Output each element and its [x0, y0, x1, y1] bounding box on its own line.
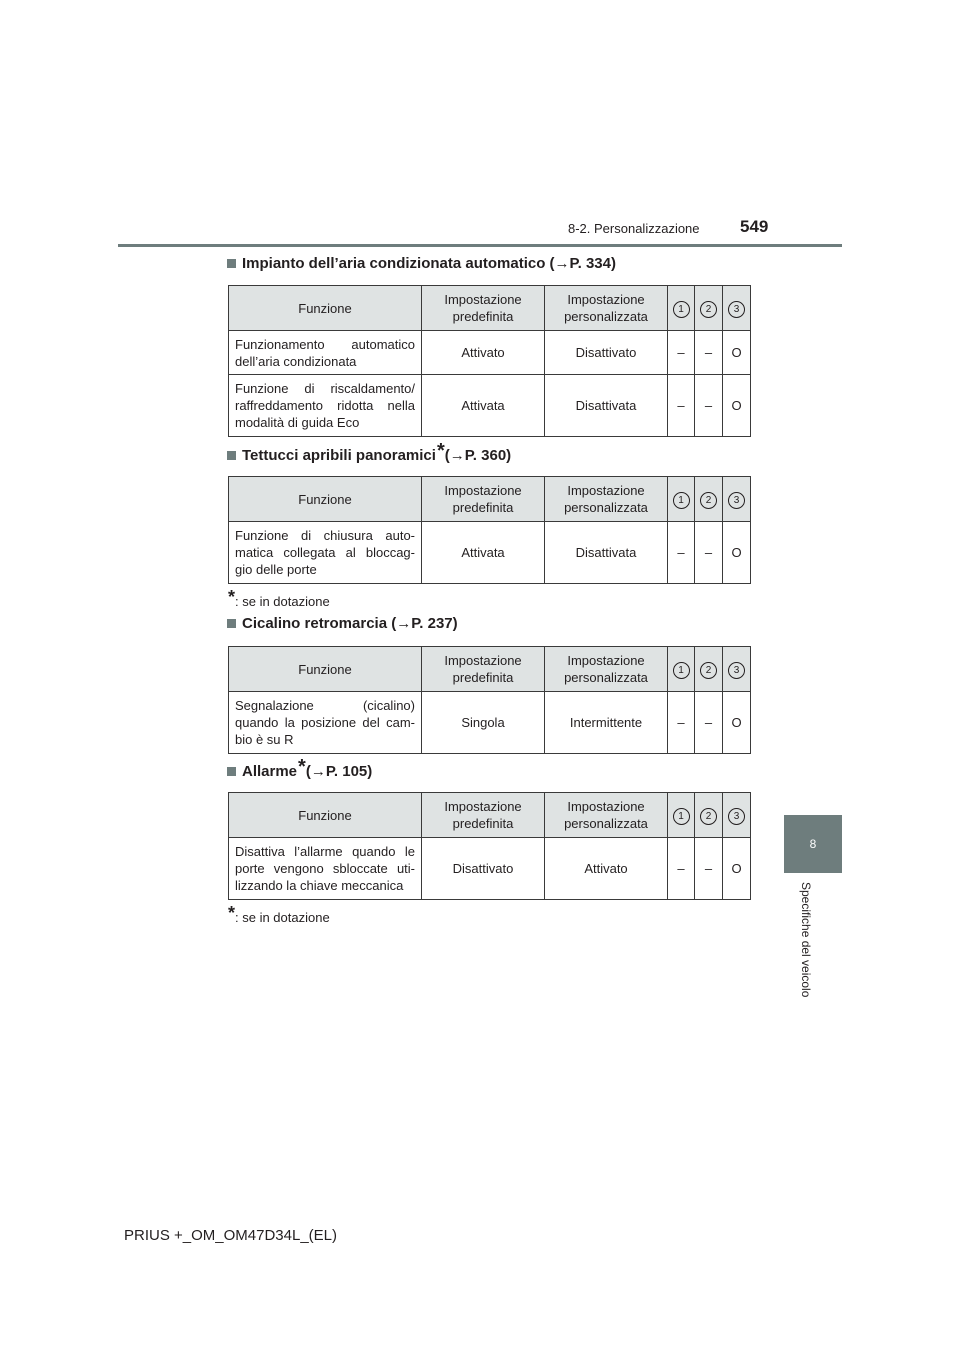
header-default: Impostazione predefinita — [422, 477, 545, 522]
custom-cell: Disattivata — [545, 522, 668, 584]
section-heading-text: Allarme — [242, 763, 298, 780]
asterisk-icon: * — [436, 440, 445, 462]
settings-table-reverse-buzzer — [228, 646, 751, 754]
header-col-3 — [723, 286, 751, 331]
col1-cell: – — [668, 331, 695, 375]
table-header-row — [229, 286, 751, 331]
asterisk-icon: * — [228, 903, 236, 923]
header-funzione: Funzione — [229, 647, 422, 692]
section-heading-text: Tettucci apribili panoramici — [242, 447, 436, 464]
section-heading-text: Cicalino retromarcia (→P. 237) — [242, 615, 458, 632]
circled-2-icon: 2 — [700, 808, 717, 825]
section-heading-sunroof — [227, 440, 512, 467]
col1-cell: – — [668, 375, 695, 437]
header-default: Impostazione predefinita — [422, 793, 545, 838]
header-funzione: Funzione — [229, 793, 422, 838]
col3-cell: O — [723, 375, 751, 437]
function-cell: Funzione di riscaldamento/ raffreddamento ridotta nella modalità di guida Eco — [229, 375, 422, 437]
chapter-label: Specifiche del veicolo — [799, 882, 813, 998]
section-heading-alarm — [227, 756, 373, 783]
section-heading-ref: (→P. 360) — [444, 447, 512, 464]
header-custom: Impostazione personalizzata — [545, 793, 668, 838]
asterisk-icon: * — [298, 756, 306, 778]
col3-cell: O — [723, 838, 751, 900]
circled-2-icon: 2 — [700, 492, 717, 509]
circled-1-icon: 1 — [673, 301, 690, 318]
circled-2-icon: 2 — [700, 301, 717, 318]
header-default: Impostazione predefinita — [422, 647, 545, 692]
col1-cell: – — [668, 522, 695, 584]
default-cell: Singola — [422, 692, 545, 754]
document-code: PRIUS +_OM_OM47D34L_(EL) — [124, 1227, 338, 1244]
header-col-1 — [668, 477, 695, 522]
header-col-3 — [723, 477, 751, 522]
col3-cell: O — [723, 522, 751, 584]
col2-cell: – — [695, 838, 723, 900]
header-col-1 — [668, 286, 695, 331]
footnote-text: : se in dotazione — [235, 910, 330, 925]
footnote — [228, 903, 330, 927]
col1-cell: – — [668, 692, 695, 754]
default-cell: Attivata — [422, 522, 545, 584]
circled-1-icon: 1 — [673, 662, 690, 679]
circled-3-icon: 3 — [728, 808, 745, 825]
circled-3-icon: 3 — [728, 662, 745, 679]
header-col-1 — [668, 793, 695, 838]
page-number: 549 — [740, 217, 769, 236]
circled-3-icon: 3 — [728, 492, 745, 509]
header-col-3 — [723, 647, 751, 692]
custom-cell: Disattivato — [545, 331, 668, 375]
table-header-row — [229, 793, 751, 838]
section-heading-aircon — [227, 255, 616, 272]
header-funzione: Funzione — [229, 286, 422, 331]
chapter-number: 8 — [809, 837, 817, 851]
footnote — [228, 587, 330, 611]
circled-1-icon: 1 — [673, 808, 690, 825]
asterisk-icon: * — [228, 587, 236, 607]
custom-cell: Disattivata — [545, 375, 668, 437]
table-row — [229, 331, 751, 375]
default-cell: Disattivato — [422, 838, 545, 900]
col2-cell: – — [695, 522, 723, 584]
header-col-3 — [723, 793, 751, 838]
circled-1-icon: 1 — [673, 492, 690, 509]
header-col-1 — [668, 647, 695, 692]
default-cell: Attivata — [422, 375, 545, 437]
function-cell: Segnalazione (cicalino) quando la posizione del cam- bio è su R — [229, 692, 422, 754]
header-custom: Impostazione personalizzata — [545, 477, 668, 522]
col3-cell: O — [723, 331, 751, 375]
section-heading-ref: (→P. 105) — [305, 763, 373, 780]
table-header-row — [229, 647, 751, 692]
settings-table-sunroof — [228, 476, 751, 584]
settings-table-aircon — [228, 285, 751, 437]
custom-cell: Intermittente — [545, 692, 668, 754]
square-bullet-icon — [227, 451, 236, 460]
header-col-2 — [695, 647, 723, 692]
table-row — [229, 692, 751, 754]
function-cell: Disattiva l’allarme quando le porte vengono sbloccate uti- lizzando la chiave meccanica — [229, 838, 422, 900]
header-default: Impostazione predefinita — [422, 286, 545, 331]
square-bullet-icon — [227, 619, 236, 628]
table-row — [229, 838, 751, 900]
header-funzione: Funzione — [229, 477, 422, 522]
header-divider — [118, 244, 842, 247]
chapter-tab — [784, 815, 842, 873]
circled-3-icon: 3 — [728, 301, 745, 318]
col2-cell: – — [695, 375, 723, 437]
section-heading-text: Impianto dell’aria condizionata automatico (→P. 334) — [242, 255, 616, 272]
circled-2-icon: 2 — [700, 662, 717, 679]
section-title: 8-2. Personalizzazione — [568, 221, 700, 236]
table-row — [229, 522, 751, 584]
table-row — [229, 375, 751, 437]
custom-cell: Attivato — [545, 838, 668, 900]
header-col-2 — [695, 793, 723, 838]
col2-cell: – — [695, 331, 723, 375]
header-col-2 — [695, 286, 723, 331]
section-heading-reverse-buzzer — [227, 615, 458, 632]
footnote-text: : se in dotazione — [235, 594, 330, 609]
function-cell: Funzione di chiusura auto- matica collegata al bloccag- gio delle porte — [229, 522, 422, 584]
header-col-2 — [695, 477, 723, 522]
table-header-row — [229, 477, 751, 522]
square-bullet-icon — [227, 259, 236, 268]
header-custom: Impostazione personalizzata — [545, 647, 668, 692]
header-custom: Impostazione personalizzata — [545, 286, 668, 331]
function-cell: Funzionamento automatico dell’aria condizionata — [229, 331, 422, 375]
col3-cell: O — [723, 692, 751, 754]
col1-cell: – — [668, 838, 695, 900]
default-cell: Attivato — [422, 331, 545, 375]
col2-cell: – — [695, 692, 723, 754]
square-bullet-icon — [227, 767, 236, 776]
settings-table-alarm — [228, 792, 751, 900]
